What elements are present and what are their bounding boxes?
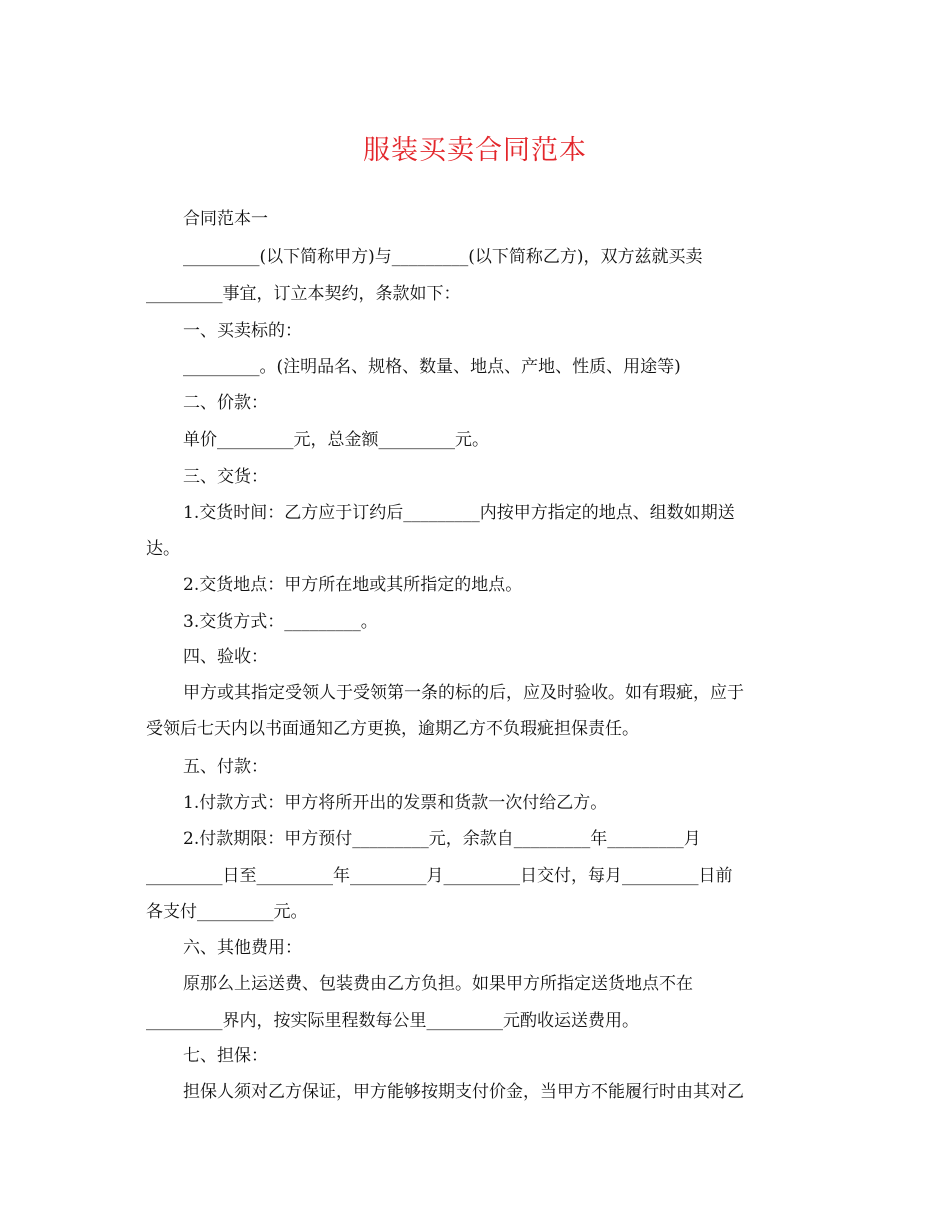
- paragraph-line: 甲方或其指定受领人于受领第一条的标的后，应及时验收。如有瑕疵，应于: [183, 683, 744, 703]
- paragraph-line: 3.交货方式：_________。: [183, 612, 378, 632]
- paragraph-line: _________界内，按实际里程数每公里_________元酌收运送费用。: [146, 1011, 639, 1031]
- paragraph-line: _________(以下简称甲方)与_________(以下简称乙方)，双方兹就买卖: [183, 247, 703, 267]
- paragraph-line: _________日至_________年_________月_________日交付，每月_________日前: [146, 866, 733, 886]
- paragraph-line: 各支付_________元。: [146, 902, 308, 922]
- section-heading: 一、买卖标的：: [183, 321, 302, 341]
- document-title: 服装买卖合同范本: [363, 135, 587, 166]
- paragraph-line: 单价_________元，总金额_________元。: [183, 430, 489, 450]
- section-heading: 二、价款：: [183, 393, 268, 413]
- paragraph-line: 原那么上运送费、包装费由乙方负担。如果甲方所指定送货地点不在: [183, 974, 693, 994]
- section-heading: 四、验收：: [183, 647, 268, 667]
- paragraph-line: 受领后七天内以书面通知乙方更换，逾期乙方不负瑕疵担保责任。: [146, 719, 639, 739]
- paragraph-line: _________事宜，订立本契约，条款如下：: [146, 284, 461, 304]
- paragraph-line: 担保人须对乙方保证，甲方能够按期支付价金，当甲方不能履行时由其对乙: [183, 1082, 744, 1102]
- paragraph-line: 达。: [146, 539, 180, 559]
- paragraph-line: 2.交货地点：甲方所在地或其所指定的地点。: [183, 575, 523, 595]
- paragraph-line: 1.交货时间：乙方应于订约后_________内按甲方指定的地点、组数如期送: [183, 503, 735, 523]
- paragraph-line: 1.付款方式：甲方将所开出的发票和货款一次付给乙方。: [183, 793, 608, 813]
- paragraph-line: 合同范本一: [183, 209, 268, 229]
- section-heading: 六、其他费用：: [183, 938, 302, 958]
- paragraph-line: 2.付款期限：甲方预付_________元，余款自_________年_________月: [183, 829, 701, 849]
- section-heading: 七、担保：: [183, 1046, 268, 1066]
- section-heading: 五、付款：: [183, 757, 268, 777]
- section-heading: 三、交货：: [183, 467, 268, 487]
- paragraph-line: _________。(注明品名、规格、数量、地点、产地、性质、用途等): [183, 357, 681, 377]
